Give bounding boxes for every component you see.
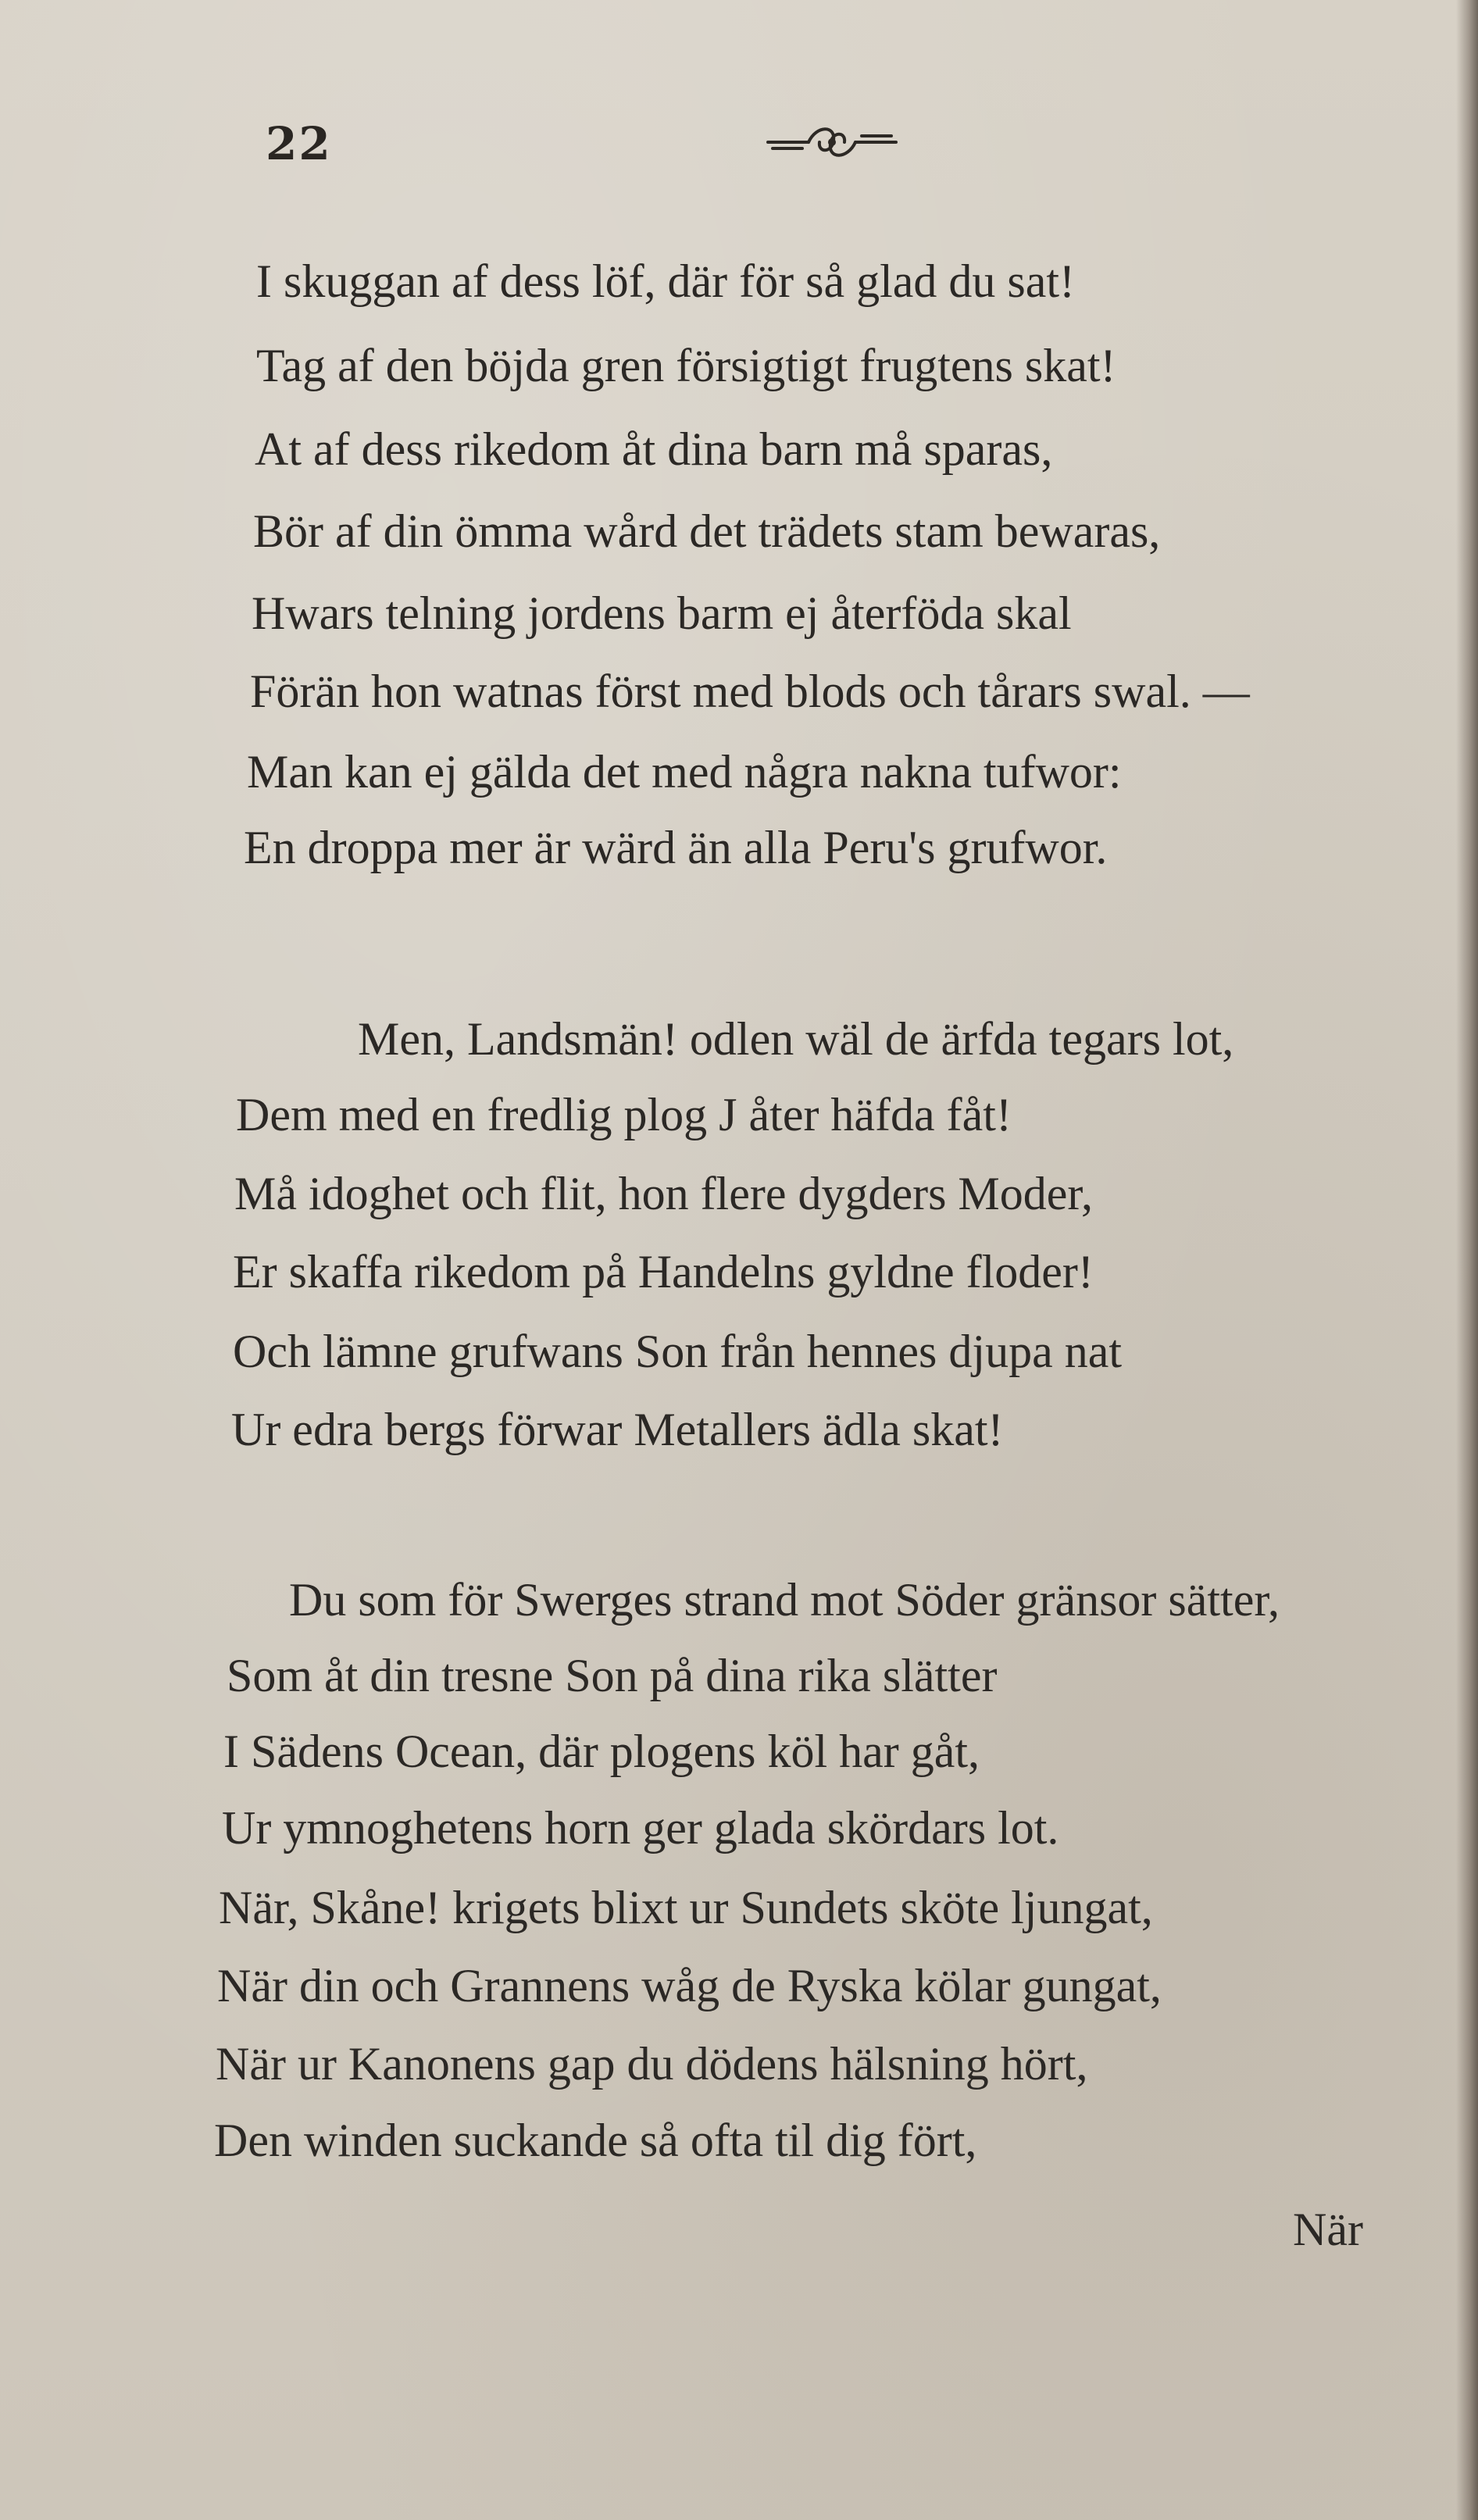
poem-line: Hwars telning jordens barm ej återföda skal xyxy=(252,587,1072,639)
fleuron-ornament-icon xyxy=(762,119,902,166)
poem-line: Må idoghet och flit, hon flere dygders Moder, xyxy=(234,1168,1093,1219)
poem-line: När din och Grannens wåg de Ryska kölar gungat, xyxy=(217,1960,1162,2011)
poem-line: Men, Landsmän! odlen wäl de ärfda tegars lot, xyxy=(358,1013,1234,1065)
poem-line: Tag af den böjda gren försigtigt frugtens skat! xyxy=(256,340,1116,391)
poem-line: När ur Kanonens gap du dödens hälsning hört, xyxy=(216,2038,1088,2090)
poem-line: I skuggan af dess löf, där för så glad du sat! xyxy=(256,255,1076,307)
poem-line: Er skaffa rikedom på Handelns gyldne floder! xyxy=(233,1246,1094,1297)
poem-line: Den winden suckande så ofta til dig fört, xyxy=(214,2115,977,2166)
poem-line: En droppa mer är wärd än alla Peru's grufwor. xyxy=(244,822,1108,873)
poem-line: Dem med en fredlig plog J åter häfda fåt! xyxy=(236,1089,1012,1140)
poem-line: At af dess rikedom åt dina barn må sparas, xyxy=(255,423,1053,475)
poem-line: Som åt din tresne Son på dina rika slätter xyxy=(227,1650,998,1701)
catchword: När xyxy=(1293,2204,1363,2255)
poem-line: Ur ymnoghetens horn ger glada skördars lot. xyxy=(222,1802,1059,1854)
poem-line: Bör af din ömma wård det trädets stam bewaras, xyxy=(253,505,1161,557)
poem-line: Förän hon watnas först med blods och tårars swal. — xyxy=(250,666,1250,717)
poem-line: Man kan ej gälda det med några nakna tufwor: xyxy=(247,746,1122,798)
poem-line: Och lämne grufwans Son från hennes djupa nat xyxy=(233,1326,1123,1377)
page-number: 22 xyxy=(266,117,332,170)
poem-line: Ur edra bergs förwar Metallers ädla skat! xyxy=(231,1404,1004,1455)
poem-line: I Sädens Ocean, där plogens köl har gåt, xyxy=(223,1726,980,1777)
poem-line: När, Skåne! krigets blixt ur Sundets sköte ljungat, xyxy=(219,1882,1153,1933)
poem-line: Du som för Swerges strand mot Söder gränsor sätter, xyxy=(289,1574,1280,1626)
